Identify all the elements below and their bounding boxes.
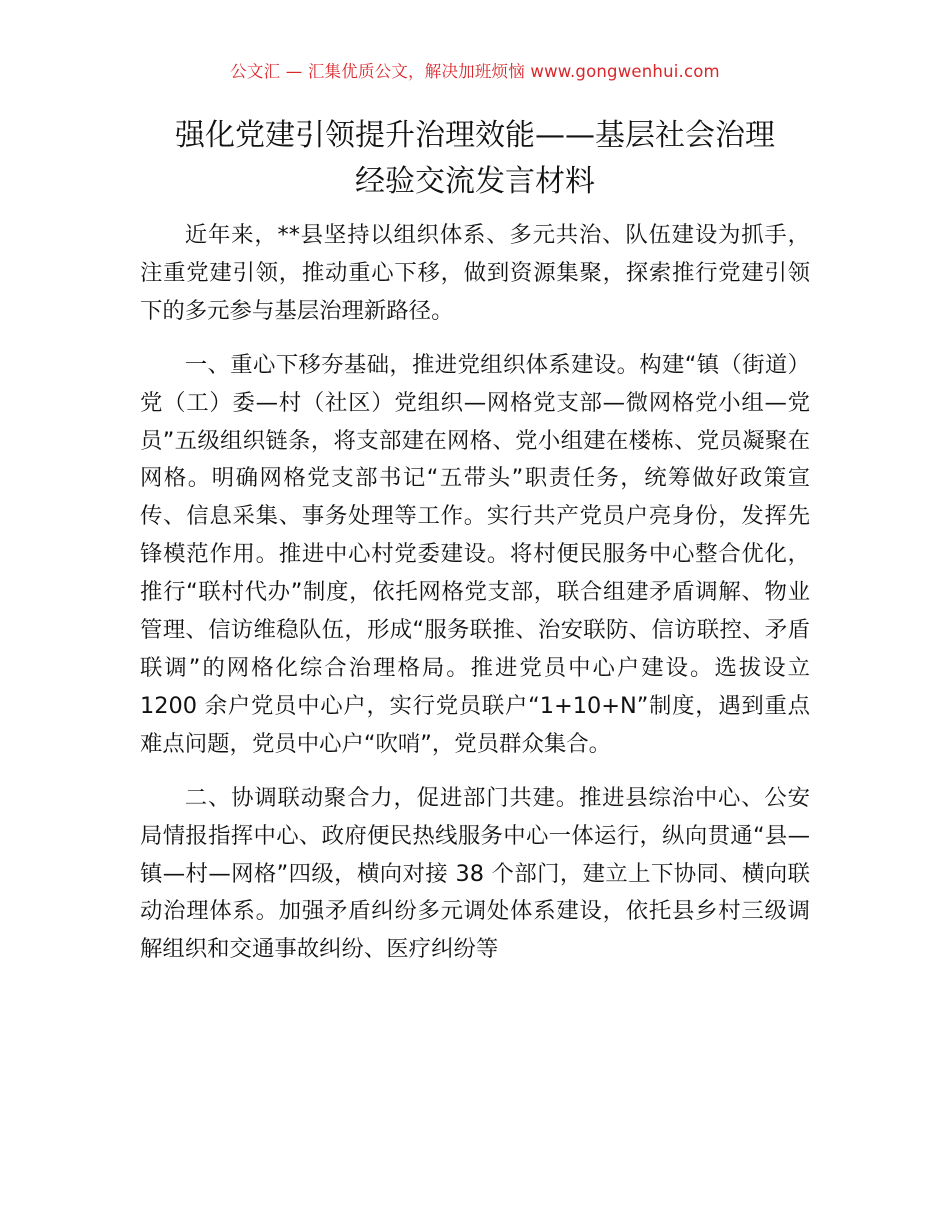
site-header-banner [0,58,950,82]
document-body [140,217,810,985]
section-one-paragraph: 一、重心下移夯基础，推进党组织体系建设。构建“镇（街道）党（工）委—村（社区）党组织—网格党支部—微网格党小组—党员”五级组织链条，将支部建在网格、党小组建在楼栋、党员凝聚在网格。明确网格党支部书记“五带头”职责任务，统筹做好政策宣传、信息采集、事务处理等工作。实行共产党员户亮身份，发挥先锋模范作用。推进中心村党委建设。将村便民服务中心整合优化，推行“联村代办”制度，依托网格党支部，联合组建矛盾调解、物业管理、信访维稳队伍，形成“服务联推、治安联防、信访联控、矛盾联调”的网格化综合治理格局。推进党员中心户建设。选拔设立 1200 余户党员中心户，实行党员联户“1+10+N”制度，遇到重点难点问题，党员中心户“吹哨”，党员群众集合。 [140,351,810,757]
site-header-text: 公文汇 — 汇集优质公文，解决加班烦恼 www.gongwenhui.com [230,62,720,81]
document-title-line-1: 强化党建引领提升治理效能——基层社会治理 [175,118,775,153]
intro-paragraph: 近年来，**县坚持以组织体系、多元共治、队伍建设为抓手，注重党建引领，推动重心下移，做到资源集聚，探索推行党建引领下的多元参与基层治理新路径。 [140,222,810,324]
section-two-paragraph: 二、协调联动聚合力，促进部门共建。推进县综治中心、公安局情报指挥中心、政府便民热线服务中心一体运行，纵向贯通“县—镇—村—网格”四级，横向对接 38 个部门，建立上下协同、横向联动治理体系。加强矛盾纠纷多元调处体系建设，依托县乡村三级调解组织和交通事故纠纷、医疗纠纷等 [140,784,810,963]
document-title [120,113,830,205]
document-title-line-2: 经验交流发言材料 [355,164,595,199]
